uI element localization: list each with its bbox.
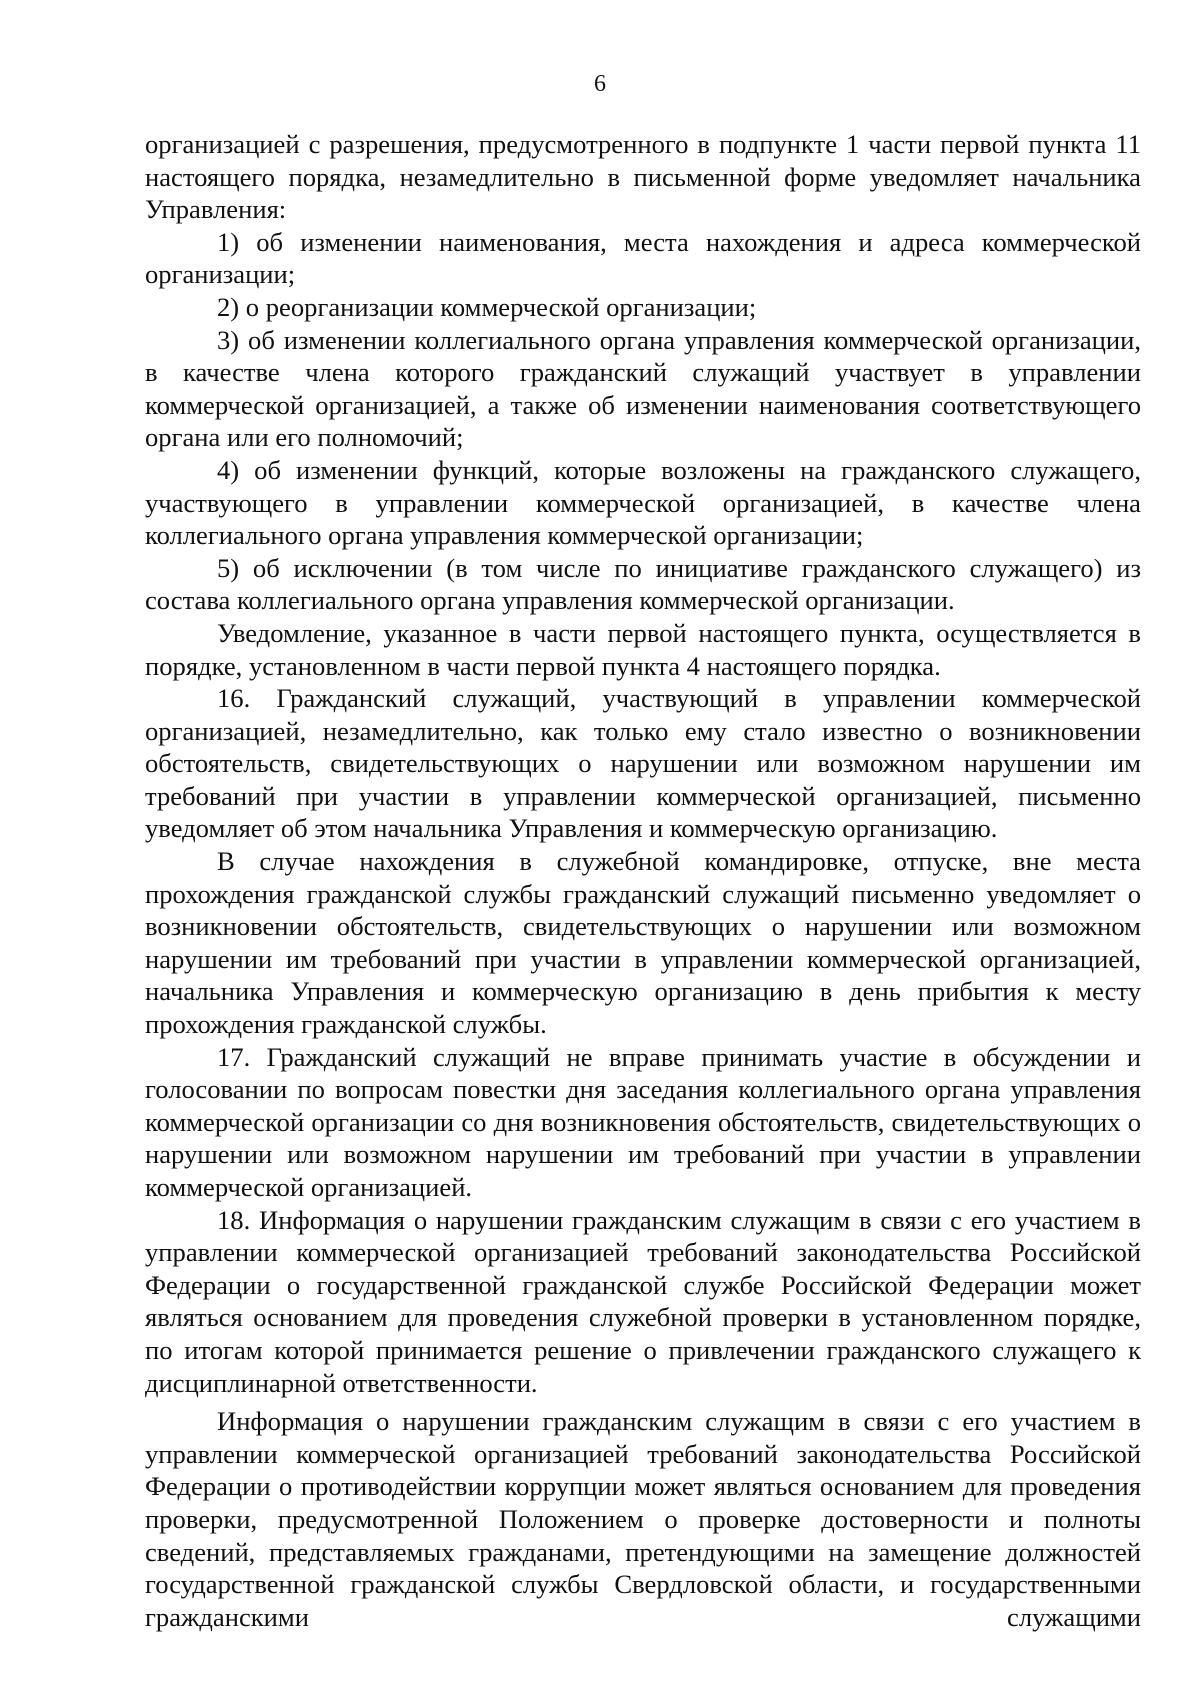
paragraph-notification: Уведомление, указанное в части первой настоящего пункта, осуществляется в порядке, установленном в части первой пункта 4 настоящего порядка. (145, 617, 1141, 681)
paragraph-section-18: 18. Информация о нарушении гражданским служащим в связи с его участием в управлении коммерческой организацией требований законодательства Российской Федерации о государственной гражданской службе Российской Федерации может являться основанием для проведения служебной проверки в установленном порядке, по итогам которой принимается решение о привлечении гражданского служащего к дисциплинарной ответственности. (145, 1204, 1141, 1398)
paragraph-section-17: 17. Гражданский служащий не вправе принимать участие в обсуждении и голосовании по вопросам повестки дня заседания коллегиального органа управления коммерческой организации со дня возникновения обстоятельств, свидетельствующих о нарушении или возможном нарушении им требований при участии в управлении коммерческой организацией. (145, 1041, 1141, 1202)
paragraph-item-3: 3) об изменении коллегиального органа управления коммерческой организации, в качестве члена которого гражданский служащий участвует в управлении коммерческой организацией, а также об изменении наименования соответствующего органа или его полномочий; (145, 324, 1141, 453)
paragraph-item-5: 5) об исключении (в том числе по инициативе гражданского служащего) из состава коллегиального органа управления коммерческой организации. (145, 552, 1141, 616)
page-number: 6 (594, 71, 606, 97)
paragraph-intro-continuation: организацией с разрешения, предусмотренного в подпункте 1 части первой пункта 11 настоящего порядка, незамедлительно в письменной форме уведомляет начальника Управления: (145, 129, 1141, 225)
paragraph-section-16-business-trip: В случае нахождения в служебной командировке, отпуске, вне места прохождения гражданской службы гражданский служащий письменно уведомляет о возникновении обстоятельств, свидетельствующих о нарушении или возможном нарушении им требований при участии в управлении коммерческой организацией, начальника Управления и коммерческую организацию в день прибытия к месту прохождения гражданской службы. (145, 846, 1141, 1040)
paragraph-section-16: 16. Гражданский служащий, участвующий в управлении коммерческой организацией, незамедлительно, как только ему стало известно о возникновении обстоятельств, свидетельствующих о нарушении или возможном нарушении им требований при участии в управлении коммерческой организацией, письменно уведомляет об этом начальника Управления и коммерческую организацию. (145, 683, 1141, 844)
paragraph-item-4: 4) об изменении функций, которые возложены на гражданского служащего, участвующего в управлении коммерческой организацией, в качестве члена коллегиального органа управления коммерческой организации; (145, 454, 1141, 551)
paragraph-item-2: 2) о реорганизации коммерческой организации; (217, 291, 757, 322)
paragraph-item-1: 1) об изменении наименования, места нахождения и адреса коммерческой организации; (145, 226, 1141, 290)
document-body (145, 128, 1141, 1633)
paragraph-section-18-corruption: Информация о нарушении гражданским служащим в связи с его участием в управлении коммерческой организацией требований законодательства Российской Федерации о противодействии коррупции может являться основанием для проведения проверки, предусмотренной Положением о проверке достоверности и полноты сведений, представляемых гражданами, претендующими на замещение должностей государственной гражданской службы Свердловской области, и государственными гражданскими служащими (145, 1406, 1141, 1632)
